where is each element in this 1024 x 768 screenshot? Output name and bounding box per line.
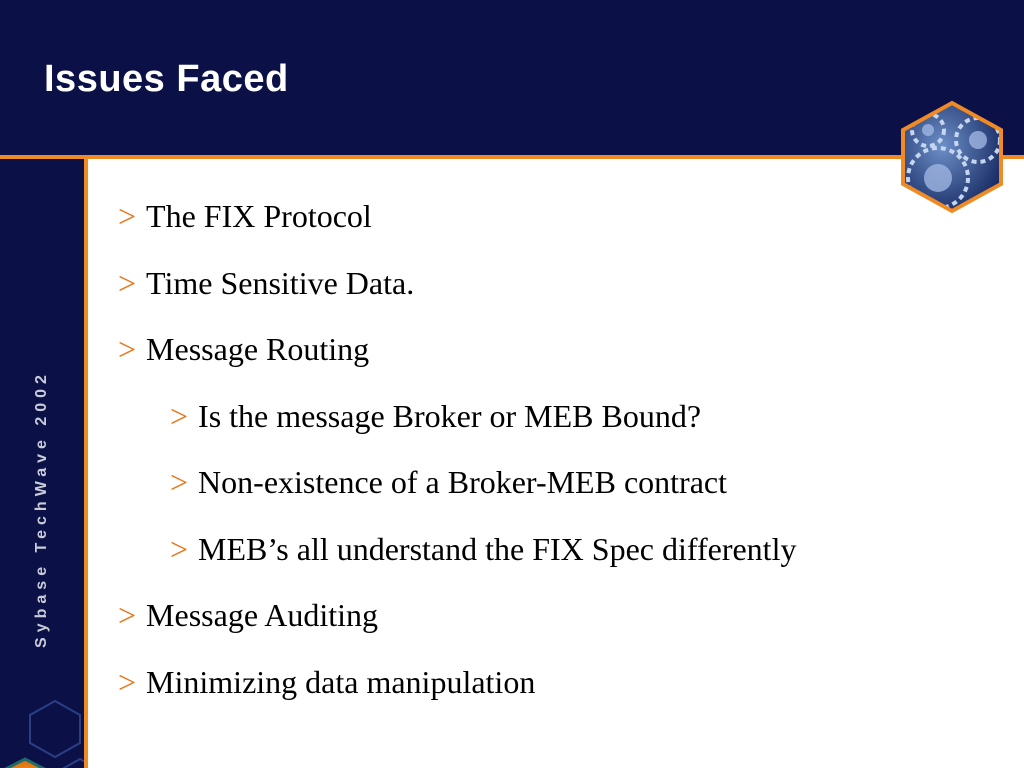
bullet-marker: > <box>118 331 137 367</box>
sub-bullet-item <box>118 396 796 463</box>
bullet-item <box>118 263 796 330</box>
bullet-list <box>118 196 796 728</box>
bullet-marker: > <box>170 464 189 500</box>
gear-hexagon-logo-icon <box>898 100 1006 214</box>
slide-title: Issues Faced <box>44 58 289 100</box>
bullet-text: Message Auditing <box>146 597 379 633</box>
sidebar-brand-text: Sybase TechWave 2002 <box>33 370 50 648</box>
bullet-marker: > <box>118 663 137 700</box>
slide-header <box>0 0 1024 155</box>
bullet-marker: > <box>118 264 137 301</box>
bullet-text: The FIX Protocol <box>146 198 372 234</box>
bullet-item <box>118 662 796 729</box>
sub-bullet-item <box>118 529 796 596</box>
bullet-marker: > <box>170 397 189 434</box>
bullet-text: Time Sensitive Data. <box>146 264 415 301</box>
sub-bullet-item <box>118 462 796 529</box>
bullet-item <box>118 329 796 396</box>
bullet-text: MEB’s all understand the FIX Spec differently <box>198 530 797 567</box>
sidebar-divider <box>84 155 88 768</box>
bullet-marker: > <box>118 597 137 633</box>
hexagon-pattern-icon <box>0 679 84 768</box>
bullet-text: Message Routing <box>146 331 370 367</box>
bullet-text: Non-existence of a Broker-MEB contract <box>198 464 727 500</box>
bullet-item <box>118 196 796 263</box>
slide-sidebar <box>0 159 84 768</box>
bullet-marker: > <box>170 530 189 567</box>
bullet-marker: > <box>118 198 137 234</box>
bullet-text: Is the message Broker or MEB Bound? <box>198 397 702 434</box>
header-divider <box>0 155 1024 159</box>
bullet-item <box>118 595 796 662</box>
bullet-text: Minimizing data manipulation <box>146 663 536 700</box>
